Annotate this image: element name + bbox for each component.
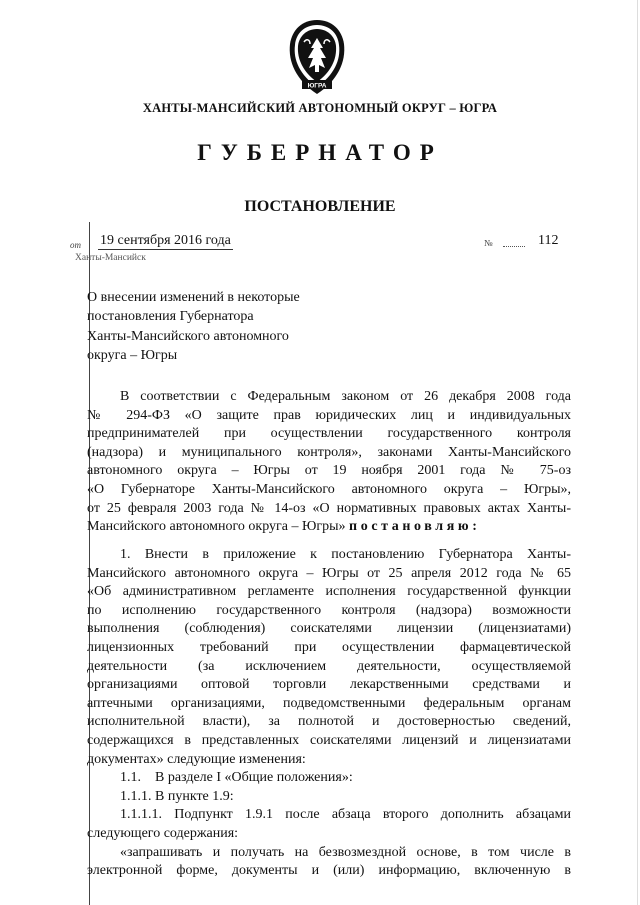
page-edge xyxy=(637,0,638,905)
subject-line: Ханты-Мансийского автономного xyxy=(87,328,289,344)
document-author-title: ГУБЕРНАТОР xyxy=(197,140,443,165)
preamble-line: (надзора) и муниципального контроля», законами Ханты-Мансийского xyxy=(87,444,571,460)
item-line: документах» следующие изменения: xyxy=(87,751,306,767)
preamble-line: «О Губернаторе Ханты-Мансийского автономного округа – Югры», xyxy=(87,481,571,497)
item-line: организациями оптовой торговли лекарственными средствами и xyxy=(87,677,571,693)
region-heading: ХАНТЫ-МАНСИЙСКИЙ АВТОНОМНЫЙ ОКРУГ – ЮГРА xyxy=(142,101,498,115)
item-line: деятельности (за исключением деятельности, осуществляемой xyxy=(87,658,571,674)
document-type: ПОСТАНОВЛЕНИЕ xyxy=(244,198,396,215)
subitem-1-1-1: 1.1.1. В пункте 1.9: xyxy=(120,788,234,804)
subitem-1-1: 1.1. В разделе I «Общие положения»: xyxy=(120,770,353,786)
subject-line: О внесении изменений в некоторые xyxy=(87,290,300,305)
preamble-line-final xyxy=(87,518,571,537)
item-line: «Об административном регламенте исполнения государственной функции xyxy=(87,584,571,600)
subitem-1-1-1-1: 1.1.1.1. Подпункт 1.9.1 после абзаца второго дополнить абзацами xyxy=(120,807,571,823)
document-subject xyxy=(87,288,367,365)
preamble-line: предпринимателей при осуществлении государственного контроля xyxy=(87,426,571,442)
coat-of-arms-emblem xyxy=(282,18,352,96)
number-underline xyxy=(503,246,525,247)
item-line: выполнения (соблюдения) соискателями лицензии (лицензиатами) xyxy=(87,621,571,637)
item-line: содержащихся в представленных соискателями лицензий и лицензиатами xyxy=(87,732,571,748)
quote-line: электронной форме, документы и (или) информацию, включенную в xyxy=(87,863,571,879)
item-1-paragraph xyxy=(87,546,571,881)
issue-city: Ханты-Мансийск xyxy=(75,253,146,263)
item-line: аптечными организациями, подведомственными федеральным органам xyxy=(87,695,571,711)
subject-line: округа – Югры xyxy=(87,347,178,363)
item-line: исполнительной власти), за полнотой и достоверностью сведений, xyxy=(87,714,571,730)
preamble-line: № 294-ФЗ «О защите прав юридических лиц и индивидуальных xyxy=(87,407,571,423)
subject-line: постановления Губернатора xyxy=(87,309,254,325)
preamble-line: от 25 февраля 2003 года № 14-оз «О нормативных правовых актах Ханты- xyxy=(87,500,571,516)
emblem-label: ЮГРА xyxy=(307,82,327,90)
preamble-paragraph xyxy=(87,388,571,537)
item-line: 1. Внести в приложение к постановлению Губернатора Ханты- xyxy=(120,547,571,562)
preamble-line: В соответствии с Федеральным законом от 26 декабря 2008 года xyxy=(120,389,571,404)
preamble-line: автономного округа – Югры от 19 ноября 2001 года № 75-оз xyxy=(87,463,571,479)
subitem-1-1-1-1-cont: следующего содержания: xyxy=(87,825,239,841)
document-number: 112 xyxy=(538,233,559,248)
item-line: по исполнению государственного контроля (надзора) возможности xyxy=(87,602,571,618)
item-line: Мансийского автономного округа – Югры от 25 апреля 2012 года № 65 xyxy=(87,565,571,581)
number-prefix: № xyxy=(484,238,493,248)
resolution-emphasis: постановляю: xyxy=(349,519,481,535)
date-prefix: от xyxy=(70,240,81,250)
quote-line: «запрашивать и получать на безвозмездной основе, в том числе в xyxy=(120,844,571,860)
item-line: лицензионных требований при осуществлении фармацевтической xyxy=(87,639,571,655)
preamble-line: Мансийского автономного округа – Югры» xyxy=(87,519,346,535)
document-date: 19 сентября 2016 года xyxy=(100,233,231,248)
